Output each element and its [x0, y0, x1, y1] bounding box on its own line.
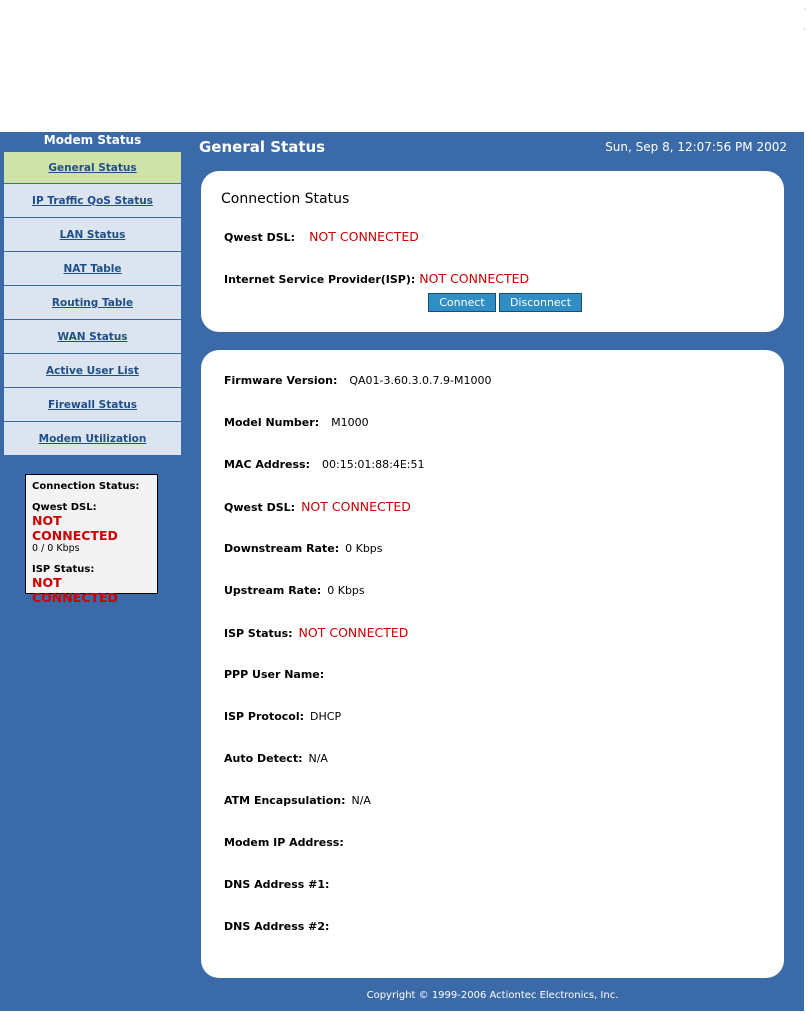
detail-row-auto-detect	[224, 752, 328, 765]
disconnect-button[interactable]: Disconnect	[499, 293, 582, 312]
detail-row-firmware-version	[224, 374, 491, 387]
detail-value: 0 Kbps	[327, 584, 365, 597]
detail-row-dns-address-2	[224, 920, 335, 933]
sidebar-item-modem-utilization[interactable]: Modem Utilization	[4, 422, 181, 456]
conn-dsl-label: Qwest DSL:	[224, 231, 296, 244]
sidebar-item-wan-status[interactable]: WAN Status	[4, 320, 181, 354]
side-status-heading: Connection Status:	[32, 481, 140, 492]
detail-row-atm-encapsulation	[224, 794, 371, 807]
detail-label: ISP Protocol:	[224, 710, 305, 723]
detail-label: Modem IP Address:	[224, 836, 344, 849]
detail-row-modem-ip-address	[224, 836, 350, 849]
detail-row-isp-status	[224, 625, 408, 640]
detail-value: N/A	[351, 794, 371, 807]
edge-marks: · ·	[803, 5, 806, 34]
side-dsl-label: Qwest DSL:	[32, 502, 97, 513]
connection-status-title: Connection Status	[221, 191, 350, 207]
sidebar-item-lan-status[interactable]: LAN Status	[4, 218, 181, 252]
header-datetime: Sun, Sep 8, 12:07:56 PM 2002	[605, 140, 787, 154]
detail-label: PPP User Name:	[224, 668, 325, 681]
sidebar-item-routing-table[interactable]: Routing Table	[4, 286, 181, 320]
detail-row-isp-protocol	[224, 710, 341, 723]
detail-value: 00:15:01:88:4E:51	[322, 458, 425, 471]
side-status-box	[25, 474, 158, 605]
conn-isp-label: Internet Service Provider(ISP):	[224, 273, 416, 286]
detail-row-mac-address	[224, 458, 424, 471]
detail-label: Qwest DSL:	[224, 501, 296, 514]
sidebar-title: Modem Status	[43, 133, 142, 147]
detail-row-ppp-user-name	[224, 668, 330, 681]
detail-row-model-number	[224, 416, 369, 429]
footer-copyright: Copyright © 1999-2006 Actiontec Electronics, Inc.	[366, 990, 619, 1001]
detail-label: DNS Address #1:	[224, 878, 330, 891]
detail-value: QA01-3.60.3.0.7.9-M1000	[349, 374, 492, 387]
detail-value: M1000	[331, 416, 369, 429]
detail-label: MAC Address:	[224, 458, 311, 471]
detail-label: Model Number:	[224, 416, 320, 429]
detail-label: DNS Address #2:	[224, 920, 330, 933]
detail-row-dns-address-1	[224, 878, 335, 891]
detail-value: N/A	[308, 752, 328, 765]
detail-value: 0 Kbps	[345, 542, 383, 555]
conn-isp-row	[224, 271, 529, 286]
side-isp-label: ISP Status:	[32, 564, 95, 575]
detail-label: ISP Status:	[224, 627, 293, 640]
conn-isp-value: NOT CONNECTED	[419, 271, 530, 286]
detail-label: Downstream Rate:	[224, 542, 340, 555]
detail-value: DHCP	[310, 710, 342, 723]
conn-dsl-row	[224, 229, 419, 244]
side-rate: 0 / 0 Kbps	[32, 543, 80, 554]
sidebar-nav	[4, 152, 181, 456]
detail-label: Auto Detect:	[224, 752, 303, 765]
detail-label: ATM Encapsulation:	[224, 794, 346, 807]
detail-row-downstream-rate	[224, 542, 383, 555]
connection-status-panel	[201, 171, 784, 332]
side-isp-value: NOT CONNECTED	[32, 575, 118, 605]
side-dsl-value: NOT CONNECTED	[32, 513, 118, 543]
conn-dsl-value: NOT CONNECTED	[309, 229, 419, 244]
sidebar-item-nat-table[interactable]: NAT Table	[4, 252, 181, 286]
connect-button[interactable]: Connect	[428, 293, 496, 312]
detail-row-qwest-dsl	[224, 499, 411, 514]
detail-value: NOT CONNECTED	[298, 625, 409, 640]
details-panel	[201, 350, 784, 978]
top-blank-area	[0, 0, 807, 132]
detail-label: Upstream Rate:	[224, 584, 322, 597]
page-title: General Status	[199, 138, 326, 156]
sidebar-item-active-user-list[interactable]: Active User List	[4, 354, 181, 388]
sidebar-item-ip-traffic-qos-status[interactable]: IP Traffic QoS Status	[4, 184, 181, 218]
sidebar-item-firewall-status[interactable]: Firewall Status	[4, 388, 181, 422]
detail-label: Firmware Version:	[224, 374, 338, 387]
detail-value: NOT CONNECTED	[301, 499, 411, 514]
sidebar-item-general-status[interactable]: General Status	[4, 152, 181, 184]
detail-row-upstream-rate	[224, 584, 365, 597]
